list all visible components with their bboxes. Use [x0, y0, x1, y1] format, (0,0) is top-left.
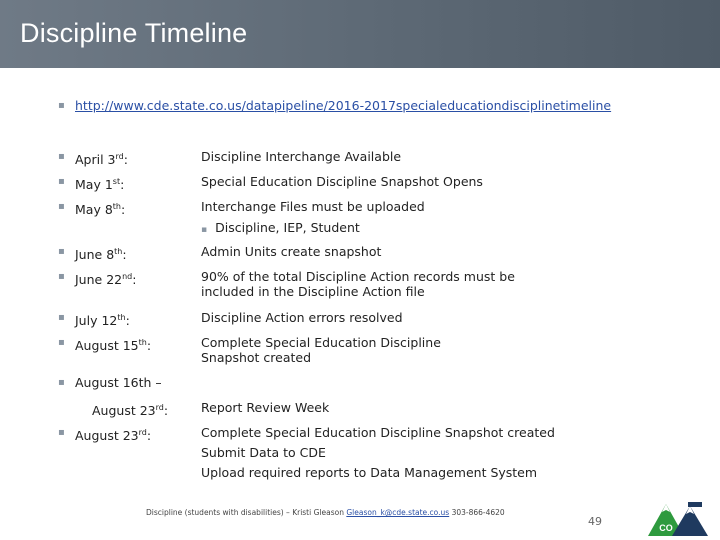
timeline-link[interactable]: http://www.cde.state.co.us/datapipeline/2016-2017specialeducationdisciplinetimeline: [75, 98, 612, 113]
event-description: Complete Special Education Discipline Snapshot created: [201, 335, 441, 365]
footer-email-link[interactable]: Gleason_k@cde.state.co.us: [346, 508, 450, 517]
event-description: Report Review Week: [201, 400, 330, 415]
bullet-icon: ▪: [58, 312, 65, 323]
date-label: April 3rd:: [75, 152, 128, 167]
logo-text: CO: [659, 523, 673, 533]
date-label: August 23rd:: [75, 428, 152, 443]
date-label: August 16th –: [75, 375, 162, 390]
date-label: May 8th:: [75, 202, 126, 217]
event-description: 90% of the total Discipline Action records must be included in the Discipline Action file: [201, 269, 515, 299]
event-description: Special Education Discipline Snapshot Opens: [201, 174, 483, 189]
bullet-icon: ▪: [58, 151, 65, 162]
bullet-icon: ▪: [58, 176, 65, 187]
event-description: Interchange Files must be uploaded: [201, 199, 425, 214]
colorado-logo-icon: [648, 500, 712, 536]
title-bar: [0, 0, 720, 68]
date-label: May 1st:: [75, 177, 125, 192]
bullet-icon: ▪: [58, 337, 65, 348]
sub-bullet: ▪ Discipline, IEP, Student: [201, 220, 360, 235]
date-label: August 23rd:: [92, 403, 169, 418]
bullet-icon: ▪: [58, 201, 65, 212]
event-description: Complete Special Education Discipline Snapshot created Submit Data to CDE Upload required reports to Data Management System: [201, 425, 555, 480]
date-label: June 8th:: [75, 247, 127, 262]
bullet-icon: ▪: [58, 377, 65, 388]
event-description: Discipline Action errors resolved: [201, 310, 403, 325]
date-label: June 22nd:: [75, 272, 137, 287]
bullet-icon: ▪: [58, 246, 65, 257]
cde-logo: [648, 500, 712, 536]
date-label: July 12th:: [75, 313, 130, 328]
event-description: Discipline Interchange Available: [201, 149, 402, 164]
date-label: August 15th:: [75, 338, 152, 353]
bullet-icon: ▪: [58, 100, 65, 111]
event-description: Admin Units create snapshot: [201, 244, 382, 259]
bullet-icon: ▪: [58, 427, 65, 438]
page-title: Discipline Timeline: [20, 18, 248, 48]
footer-contact: Discipline (students with disabilities) – Kristi Gleason Gleason_k@cde.state.co.us 303-866-4620: [146, 508, 505, 517]
page-number: 49: [588, 515, 602, 528]
sub-bullet-icon: ▪: [201, 225, 208, 235]
bullet-icon: ▪: [58, 271, 65, 282]
